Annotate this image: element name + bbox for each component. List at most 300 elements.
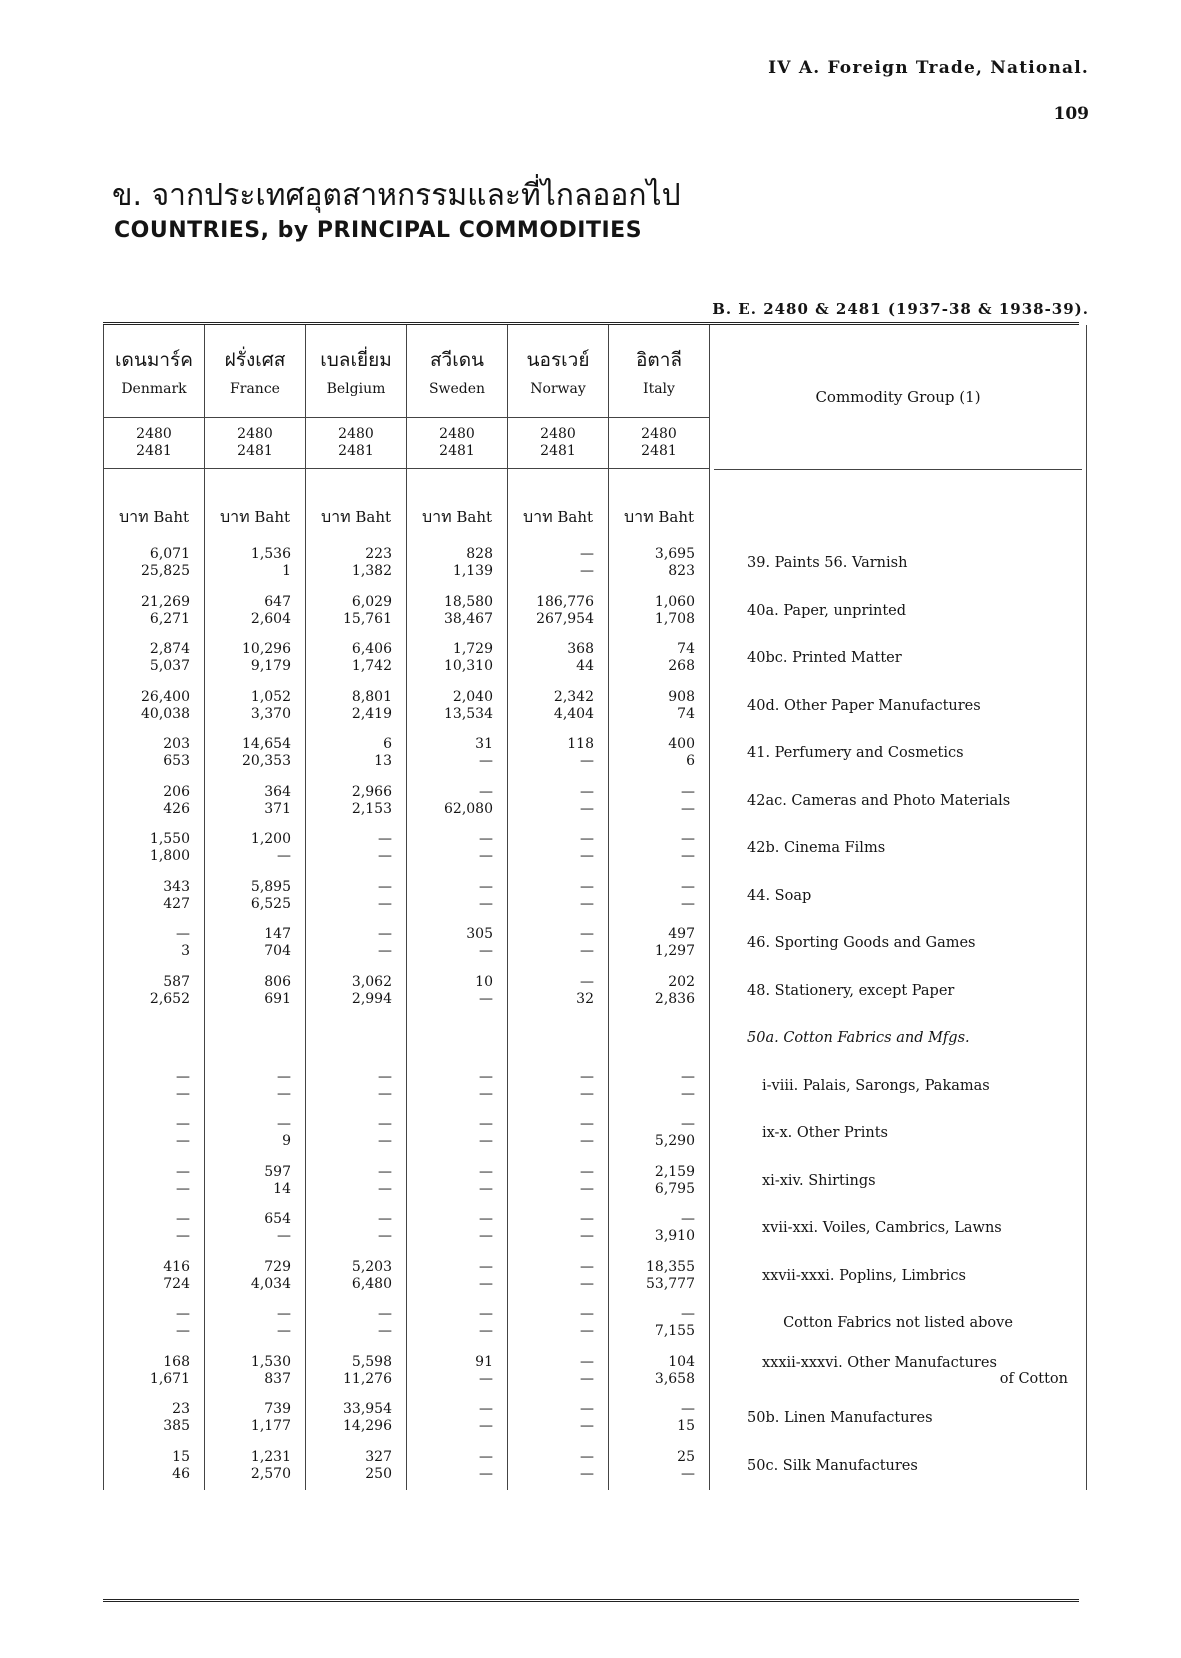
value-cell	[508, 540, 609, 588]
commodity-label: 42ac. Cameras and Photo Materials	[747, 792, 1011, 809]
commodity-label: ix-x. Other Prints	[762, 1125, 888, 1142]
commodity-label-cell	[710, 730, 1087, 778]
value-2481: 1,139	[452, 563, 493, 580]
table-row	[104, 1157, 1087, 1205]
value-2480: —	[479, 1068, 493, 1085]
value-2480: 203	[163, 736, 190, 753]
country-english-name: Italy	[643, 381, 675, 397]
value-2480: 5,598	[351, 1353, 392, 1370]
value-cell	[609, 967, 710, 1015]
value-2480: 1,060	[654, 593, 695, 610]
year-bottom: 2481	[439, 443, 475, 459]
value-2480: 368	[567, 641, 594, 658]
value-cell	[609, 1300, 710, 1348]
value-2480: 25	[677, 1448, 695, 1465]
value-2480: 1,536	[250, 546, 291, 563]
country-thai-name: เดนมาร์ค	[115, 349, 193, 371]
value-cell	[205, 587, 306, 635]
value-2481: 1	[282, 563, 291, 580]
value-2481: 32	[576, 990, 594, 1007]
value-cell	[407, 777, 508, 825]
value-2480	[407, 1021, 493, 1038]
unit-english: Baht	[456, 507, 493, 526]
table-row	[104, 1015, 1087, 1063]
value-2481: 704	[264, 943, 291, 960]
value-2481: 2,994	[351, 990, 392, 1007]
commodity-label-cell	[710, 1347, 1087, 1395]
thai-title: ข. จากประเทศอุตสาหกรรมและที่ไกลออกไป	[112, 178, 681, 213]
value-2481: —	[580, 1133, 594, 1150]
country-header	[306, 325, 407, 418]
value-cell	[508, 1395, 609, 1443]
country-thai-name: สวีเดน	[429, 349, 485, 371]
value-2480: —	[277, 1306, 291, 1323]
unit-thai: บาท	[421, 506, 452, 526]
country-header-row	[104, 325, 1087, 418]
value-2480: —	[681, 783, 695, 800]
commodity-label: xvii-xxi. Voiles, Cambrics, Lawns	[762, 1220, 1002, 1237]
country-header	[508, 325, 609, 418]
year-header	[306, 418, 407, 469]
value-2481: 837	[264, 1370, 291, 1387]
value-2481: 823	[668, 563, 695, 580]
value-cell	[407, 967, 508, 1015]
value-2480: 6	[383, 736, 392, 753]
value-2480: 587	[163, 973, 190, 990]
value-2480: 15	[172, 1448, 190, 1465]
value-2480: 3,695	[654, 546, 695, 563]
value-cell	[205, 1347, 306, 1395]
value-cell	[205, 1252, 306, 1300]
value-2481: —	[277, 1085, 291, 1102]
value-2481	[306, 1038, 392, 1055]
table-row	[104, 825, 1087, 873]
commodity-label-cell	[710, 1300, 1087, 1348]
value-2481: —	[580, 1323, 594, 1340]
year-header	[508, 418, 609, 469]
value-cell	[104, 587, 205, 635]
commodity-group-label: Commodity Group (1)	[815, 388, 981, 407]
value-2480: 26,400	[141, 688, 190, 705]
value-2480: 729	[264, 1258, 291, 1275]
value-2481: —	[479, 943, 493, 960]
value-2480: 1,052	[250, 688, 291, 705]
value-2480	[306, 1021, 392, 1038]
commodity-label: 50c. Silk Manufactures	[747, 1457, 918, 1474]
value-2481	[508, 1038, 594, 1055]
value-2480: —	[580, 1258, 594, 1275]
value-2480: 6,406	[351, 641, 392, 658]
country-header	[205, 325, 306, 418]
value-2481	[407, 1038, 493, 1055]
value-2480: —	[479, 1258, 493, 1275]
value-2480: 2,966	[351, 783, 392, 800]
unit-english: Baht	[153, 507, 190, 526]
value-cell	[306, 540, 407, 588]
value-cell	[104, 920, 205, 968]
value-2480: —	[681, 1401, 695, 1418]
unit-cell	[609, 469, 710, 540]
value-2480: 2,159	[654, 1163, 695, 1180]
unit-cell	[508, 469, 609, 540]
commodity-label: 46. Sporting Goods and Games	[747, 935, 976, 952]
value-2481: —	[580, 1228, 594, 1245]
value-cell	[407, 1062, 508, 1110]
value-2480: —	[479, 1306, 493, 1323]
year-bottom: 2481	[338, 443, 374, 459]
value-cell	[407, 1015, 508, 1063]
value-2481: —	[176, 1228, 190, 1245]
value-2481: —	[681, 800, 695, 817]
value-cell	[104, 1157, 205, 1205]
value-2481: 250	[365, 1465, 392, 1482]
year-header	[104, 418, 205, 469]
value-2480: 91	[475, 1353, 493, 1370]
commodity-label-cell	[710, 1062, 1087, 1110]
value-cell	[407, 1347, 508, 1395]
value-cell	[508, 587, 609, 635]
value-2480: 5,203	[351, 1258, 392, 1275]
value-2480: —	[580, 783, 594, 800]
table-row	[104, 920, 1087, 968]
value-2480: 2,040	[452, 688, 493, 705]
value-cell	[407, 825, 508, 873]
value-2480: —	[580, 831, 594, 848]
value-2480: 168	[163, 1353, 190, 1370]
value-2481: 6,271	[149, 610, 190, 627]
value-cell	[104, 1252, 205, 1300]
value-2480: —	[479, 783, 493, 800]
value-cell	[609, 1252, 710, 1300]
table-row	[104, 777, 1087, 825]
value-cell	[205, 730, 306, 778]
commodity-label-cell	[710, 1157, 1087, 1205]
value-cell	[306, 587, 407, 635]
value-2481: 40,038	[141, 705, 190, 722]
value-2481: 6,795	[654, 1180, 695, 1197]
value-cell	[306, 872, 407, 920]
value-cell	[205, 1157, 306, 1205]
value-2480: —	[681, 1068, 695, 1085]
value-2480: —	[378, 926, 392, 943]
year-top: 2480	[439, 426, 475, 442]
country-thai-name: ฝรั่งเศส	[224, 349, 286, 371]
value-cell	[306, 1205, 407, 1253]
value-cell	[508, 1252, 609, 1300]
value-2480: —	[580, 1353, 594, 1370]
value-2480: 1,200	[250, 831, 291, 848]
year-bottom: 2481	[237, 443, 273, 459]
year-top: 2480	[641, 426, 677, 442]
value-cell	[104, 1062, 205, 1110]
value-2481: 1,177	[250, 1418, 291, 1435]
value-cell	[609, 587, 710, 635]
commodity-label: 50a. Cotton Fabrics and Mfgs.	[747, 1030, 970, 1047]
value-2480: —	[580, 1068, 594, 1085]
value-cell	[205, 1110, 306, 1158]
value-2481: 267,954	[536, 610, 594, 627]
value-2481: —	[277, 1323, 291, 1340]
value-cell	[508, 967, 609, 1015]
value-2481	[104, 1038, 190, 1055]
value-2480: —	[176, 926, 190, 943]
year-header	[205, 418, 306, 469]
value-2481: —	[277, 1228, 291, 1245]
value-2480: —	[479, 1448, 493, 1465]
unit-thai: บาท	[522, 506, 553, 526]
table-row	[104, 682, 1087, 730]
unit-thai: บาท	[623, 506, 654, 526]
value-2480: 202	[668, 973, 695, 990]
value-2481: —	[378, 1228, 392, 1245]
value-2480: —	[479, 1211, 493, 1228]
country-thai-name: อิตาลี	[635, 349, 683, 371]
value-cell	[205, 1062, 306, 1110]
value-2480: —	[378, 1211, 392, 1228]
value-cell	[104, 1442, 205, 1490]
table-body	[104, 469, 1087, 1490]
year-bottom: 2481	[641, 443, 677, 459]
value-2481: 53,777	[646, 1275, 695, 1292]
value-2480: —	[378, 1306, 392, 1323]
value-2481: 10,310	[444, 658, 493, 675]
value-cell	[609, 1157, 710, 1205]
commodity-label-cell	[710, 825, 1087, 873]
value-2481: 38,467	[444, 610, 493, 627]
value-2481: —	[479, 1228, 493, 1245]
value-2480: 5,895	[250, 878, 291, 895]
value-cell	[205, 777, 306, 825]
value-cell	[104, 967, 205, 1015]
year-top: 2480	[338, 426, 374, 442]
value-2481	[609, 1038, 695, 1055]
value-cell	[407, 872, 508, 920]
value-2480: 6,071	[149, 546, 190, 563]
value-2480: 10	[475, 973, 493, 990]
country-header	[407, 325, 508, 418]
value-2481: 74	[677, 705, 695, 722]
value-2480: 14,654	[242, 736, 291, 753]
value-2481: 25,825	[141, 563, 190, 580]
value-cell	[306, 682, 407, 730]
value-cell	[508, 1015, 609, 1063]
commodity-label-cell	[710, 1015, 1087, 1063]
value-cell	[407, 1110, 508, 1158]
value-2480: —	[580, 1401, 594, 1418]
value-2480: 6,029	[351, 593, 392, 610]
value-cell	[609, 777, 710, 825]
value-2481: —	[681, 1085, 695, 1102]
commodity-group-header	[710, 325, 1087, 469]
value-2481: 2,652	[149, 990, 190, 1007]
table-row	[104, 587, 1087, 635]
value-2480	[508, 1021, 594, 1038]
value-2481: —	[176, 1133, 190, 1150]
value-cell	[508, 635, 609, 683]
value-2480: —	[277, 1068, 291, 1085]
value-2480: 10,296	[242, 641, 291, 658]
value-cell	[104, 872, 205, 920]
value-2481: —	[479, 1275, 493, 1292]
value-2480: 1,530	[250, 1353, 291, 1370]
value-cell	[508, 872, 609, 920]
value-2481: —	[378, 943, 392, 960]
value-2481: —	[378, 895, 392, 912]
value-cell	[609, 730, 710, 778]
value-cell	[306, 920, 407, 968]
value-cell	[306, 1110, 407, 1158]
value-cell	[609, 920, 710, 968]
value-cell	[205, 540, 306, 588]
value-cell	[306, 730, 407, 778]
value-2480: 343	[163, 878, 190, 895]
value-2481: —	[479, 1180, 493, 1197]
country-english-name: France	[230, 381, 280, 397]
value-2480: —	[479, 878, 493, 895]
value-2481: 2,153	[351, 800, 392, 817]
value-cell	[609, 1442, 710, 1490]
value-cell	[407, 540, 508, 588]
year-bottom: 2481	[540, 443, 576, 459]
value-2481: —	[580, 1180, 594, 1197]
value-cell	[205, 825, 306, 873]
value-2481: 5,037	[149, 658, 190, 675]
value-2481: —	[479, 753, 493, 770]
value-cell	[205, 1395, 306, 1443]
value-cell	[508, 1205, 609, 1253]
value-2481: 5,290	[654, 1133, 695, 1150]
commodity-label: 50b. Linen Manufactures	[747, 1410, 933, 1427]
value-2480: —	[378, 1068, 392, 1085]
value-cell	[205, 1300, 306, 1348]
value-2481: 2,836	[654, 990, 695, 1007]
value-2481: 9,179	[250, 658, 291, 675]
value-2480: —	[378, 831, 392, 848]
value-cell	[306, 1062, 407, 1110]
value-cell	[205, 967, 306, 1015]
value-2481: 1,708	[654, 610, 695, 627]
value-cell	[609, 1062, 710, 1110]
table-row	[104, 872, 1087, 920]
value-2480: 416	[163, 1258, 190, 1275]
value-2480: —	[681, 1116, 695, 1133]
value-2480: —	[479, 831, 493, 848]
commodity-label: 42b. Cinema Films	[747, 840, 886, 857]
year-top: 2480	[540, 426, 576, 442]
commodity-label-cell	[710, 540, 1087, 588]
value-2481: —	[580, 800, 594, 817]
value-2481: 20,353	[242, 753, 291, 770]
value-cell	[508, 1157, 609, 1205]
country-english-name: Denmark	[121, 381, 187, 397]
commodity-label: 39. Paints 56. Varnish	[747, 555, 908, 572]
table-row	[104, 1062, 1087, 1110]
value-2481: —	[580, 1085, 594, 1102]
value-2480: —	[681, 831, 695, 848]
value-cell	[609, 540, 710, 588]
page-number: 109	[1053, 104, 1089, 124]
value-cell	[205, 682, 306, 730]
value-2480: 828	[466, 546, 493, 563]
value-2481: 426	[163, 800, 190, 817]
unit-english: Baht	[254, 507, 291, 526]
value-cell	[205, 872, 306, 920]
value-cell	[407, 682, 508, 730]
value-2481: 7,155	[654, 1323, 695, 1340]
value-2480	[609, 1021, 695, 1038]
value-2481: 653	[163, 753, 190, 770]
value-cell	[306, 1015, 407, 1063]
value-2480: 739	[264, 1401, 291, 1418]
value-2481: —	[479, 990, 493, 1007]
value-2481: —	[479, 1085, 493, 1102]
value-2481: 2,419	[351, 705, 392, 722]
value-2481: 6,480	[351, 1275, 392, 1292]
value-2480: 21,269	[141, 593, 190, 610]
value-2481: 62,080	[444, 800, 493, 817]
value-2480: 104	[668, 1353, 695, 1370]
value-2480: 33,954	[343, 1401, 392, 1418]
value-cell	[306, 967, 407, 1015]
value-2481: 2,570	[250, 1465, 291, 1482]
value-cell	[508, 682, 609, 730]
value-cell	[508, 825, 609, 873]
value-cell	[205, 920, 306, 968]
commodity-label-cell	[710, 587, 1087, 635]
value-cell	[508, 1062, 609, 1110]
country-header	[104, 325, 205, 418]
value-cell	[306, 1300, 407, 1348]
value-2481: 691	[264, 990, 291, 1007]
value-cell	[508, 777, 609, 825]
country-english-name: Belgium	[326, 381, 386, 397]
table-row	[104, 1205, 1087, 1253]
value-cell	[205, 635, 306, 683]
value-2480: 400	[668, 736, 695, 753]
value-2481: —	[580, 848, 594, 865]
value-2480: 118	[567, 736, 594, 753]
value-2481: 4,404	[553, 705, 594, 722]
value-2480: 186,776	[536, 593, 594, 610]
value-cell	[104, 1300, 205, 1348]
value-cell	[609, 1015, 710, 1063]
value-2480: 908	[668, 688, 695, 705]
value-2480: 223	[365, 546, 392, 563]
value-2481: —	[378, 848, 392, 865]
value-2481: 3,910	[654, 1228, 695, 1245]
value-2480: —	[378, 878, 392, 895]
table-row	[104, 1442, 1087, 1490]
value-2481: 46	[172, 1465, 190, 1482]
value-2481: 15	[677, 1418, 695, 1435]
commodity-label-cell	[710, 1205, 1087, 1253]
value-2480: —	[681, 878, 695, 895]
value-cell	[609, 872, 710, 920]
value-cell	[508, 1110, 609, 1158]
value-cell	[609, 1395, 710, 1443]
commodity-label: xxxii-xxxvi. Other Manufactures	[762, 1354, 997, 1371]
value-2480: 654	[264, 1211, 291, 1228]
value-2481: 724	[163, 1275, 190, 1292]
unit-cell	[407, 469, 508, 540]
value-cell	[104, 777, 205, 825]
value-2480: 305	[466, 926, 493, 943]
value-2481: —	[580, 563, 594, 580]
value-2481: 6,525	[250, 895, 291, 912]
value-cell	[609, 682, 710, 730]
value-2481: 13	[374, 753, 392, 770]
value-2480: —	[580, 1448, 594, 1465]
